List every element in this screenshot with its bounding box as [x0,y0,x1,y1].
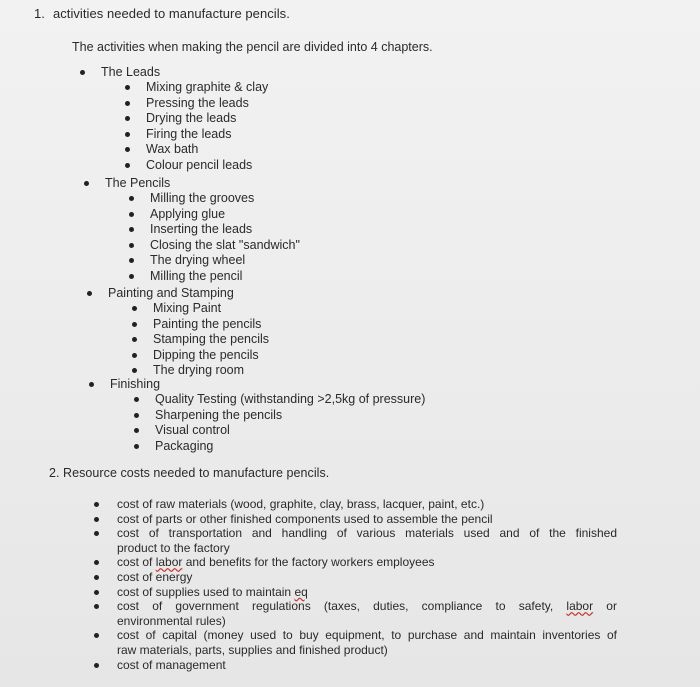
chapter-the-pencils [105,176,300,284]
bullet-icon [94,502,99,507]
bullet-icon [134,444,139,449]
list-item: Quality Testing (withstanding >2,5kg of pressure) [155,392,425,408]
list-item: Applying glue [150,207,300,223]
spellcheck-marked-word: labor [566,599,594,614]
list-item: Closing the slat "sandwich" [150,238,300,254]
list-item: cost of parts or other finished components used to assemble the pencil [117,512,617,527]
bullet-icon [94,633,99,638]
spellcheck-marked-word: labor [155,555,183,570]
list-item: Packaging [155,439,425,455]
chapter-title [105,176,300,191]
chapter-title [101,65,268,80]
bullet-icon [134,413,139,418]
list-item: The drying wheel [150,253,300,269]
resource-costs-list [117,497,617,672]
bullet-icon [129,212,134,217]
list-item: Milling the grooves [150,191,300,207]
bullet-icon [129,227,134,232]
question-1-text: activities needed to manufacture pencils. [52,6,290,21]
list-item: Stamping the pencils [153,332,269,348]
bullet-icon [94,604,99,609]
bullet-icon [134,428,139,433]
bullet-icon [94,575,99,580]
chapter-title-text: Painting and Stamping [108,286,234,300]
list-item: cost of management [117,658,617,673]
list-item: Firing the leads [146,127,268,143]
chapter-items [153,301,269,379]
bullet-icon [129,243,134,248]
bullet-icon [132,368,137,373]
bullet-icon [94,517,99,522]
question-2-heading: 2. Resource costs needed to manufacture pencils. [49,466,330,480]
bullet-icon [125,101,130,106]
question-1-heading [34,6,290,21]
list-item: cost of capital (money used to buy equipment, to purchase and maintain inventories of raw materials, parts, supplies and finished product) [117,628,617,657]
bullet-icon [129,196,134,201]
bullet-icon [94,663,99,668]
list-item: Painting the pencils [153,317,269,333]
chapter-items [155,392,425,454]
list-item: Drying the leads [146,111,268,127]
bullet-icon [94,560,99,565]
bullet-icon [84,181,89,186]
list-item: Visual control [155,423,425,439]
list-item: cost of transportation and handling of various materials used and of the finished product to the factory [117,526,617,555]
bullet-icon [132,353,137,358]
chapter-title [108,286,269,301]
spellcheck-marked-word: eq [294,584,308,599]
list-item: Milling the pencil [150,269,300,285]
list-item: Sharpening the pencils [155,408,425,424]
bullet-icon [125,132,130,137]
question-1-number: 1. [34,6,45,21]
chapter-title [110,377,425,392]
bullet-icon [132,322,137,327]
list-item: cost of labor and benefits for the factory workers employees [117,555,617,570]
bullet-icon [132,337,137,342]
list-item: Mixing Paint [153,301,269,317]
list-item: Pressing the leads [146,96,268,112]
bullet-icon [125,147,130,152]
list-item: Colour pencil leads [146,158,268,174]
list-item: cost of government regulations (taxes, duties, compliance to safety, labor or environmental rules) [117,599,617,628]
chapter-finishing [110,377,425,454]
bullet-icon [125,163,130,168]
chapter-items [146,80,268,173]
chapter-the-leads [101,65,268,173]
intro-text: The activities when making the pencil are divided into 4 chapters. [72,40,433,54]
bullet-icon [94,531,99,536]
list-item: cost of energy [117,570,617,585]
bullet-icon [129,258,134,263]
chapter-painting-and-stamping [108,286,269,379]
bullet-icon [129,274,134,279]
chapter-title-text: The Pencils [105,176,171,190]
chapter-title-text: Finishing [110,377,161,391]
chapter-items [150,191,300,284]
bullet-icon [132,306,137,311]
bullet-icon [125,85,130,90]
list-item: Mixing graphite & clay [146,80,268,96]
list-item: Wax bath [146,142,268,158]
list-item: Inserting the leads [150,222,300,238]
bullet-icon [80,70,85,75]
bullet-icon [134,397,139,402]
list-item: The drying room [153,363,269,379]
list-item: Dipping the pencils [153,348,269,364]
bullet-icon [87,291,92,296]
list-item: cost of raw materials (wood, graphite, clay, brass, lacquer, paint, etc.) [117,497,617,512]
bullet-icon [125,116,130,121]
bullet-icon [89,382,94,387]
bullet-icon [94,590,99,595]
chapter-title-text: The Leads [101,65,161,79]
list-item: cost of supplies used to maintain eq [117,585,617,600]
